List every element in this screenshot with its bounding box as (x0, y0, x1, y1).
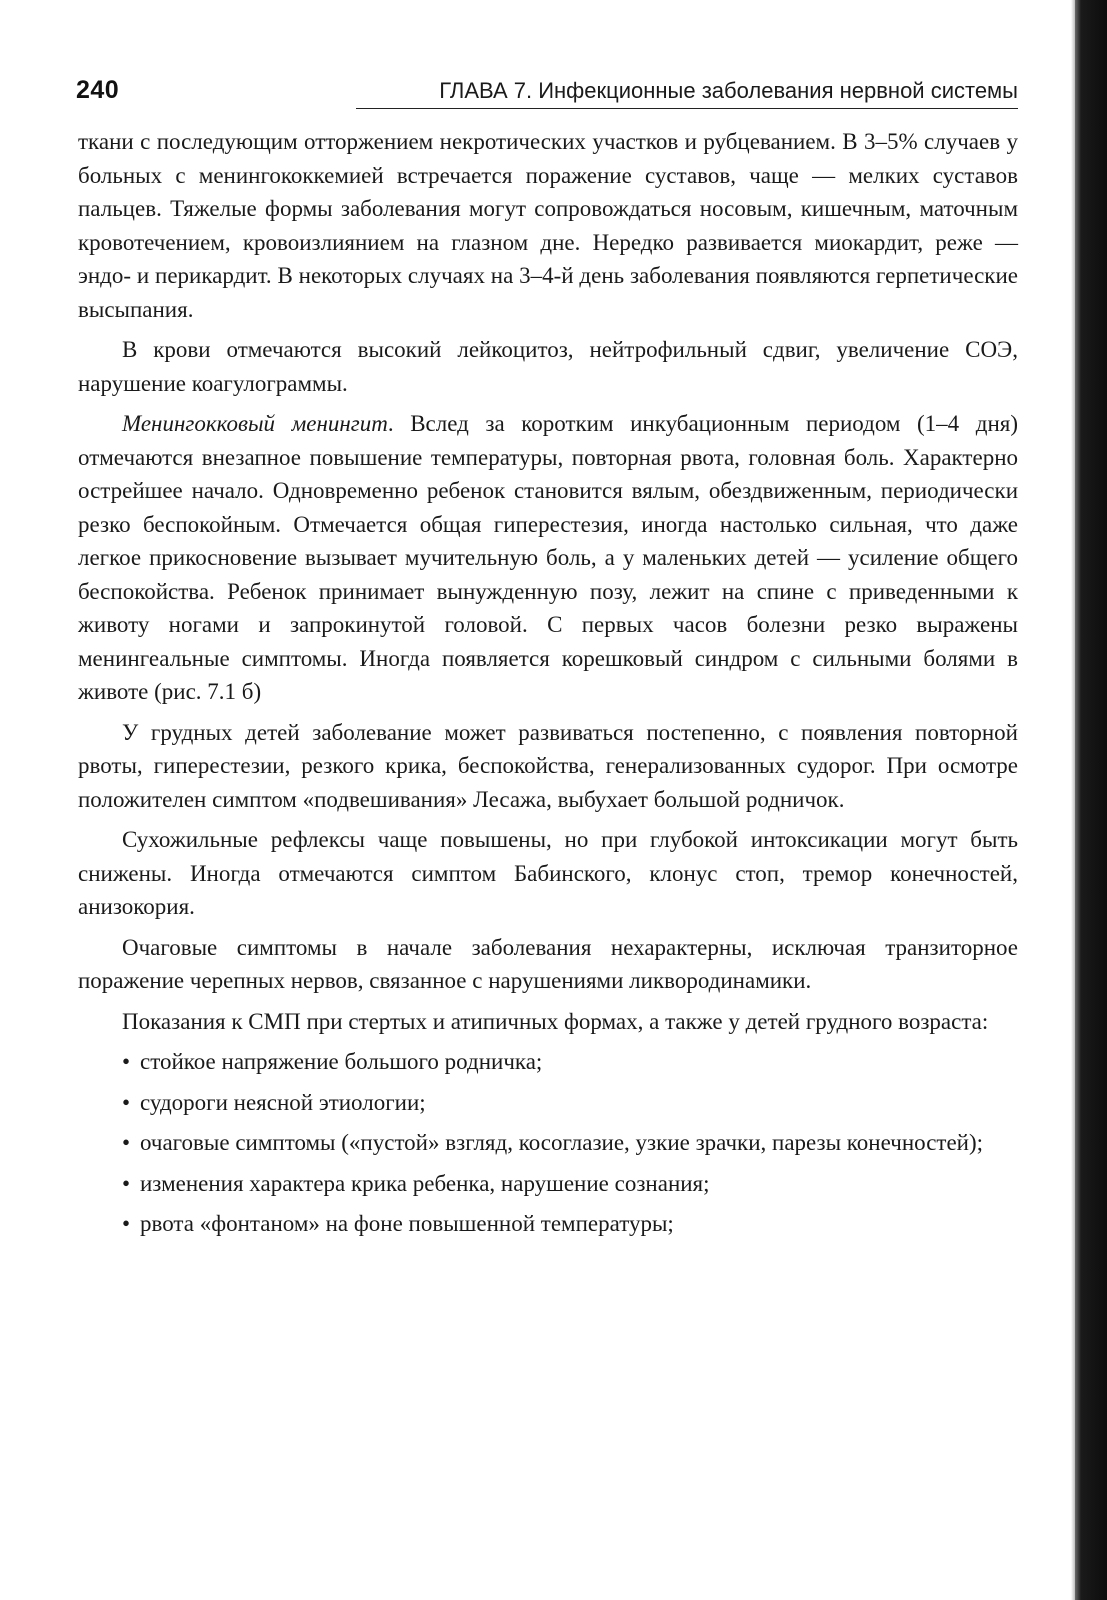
paragraph-infants: У грудных детей заболевание может развиваться постепенно, с появления повторной рвоты, гиперестезии, резкого крика, беспокойства, генерализованных судорог. При осмотре положителен симптом «подвешивания» Лесажа, выбухает большой родничок. (78, 719, 1018, 812)
running-head: ГЛАВА 7. Инфекционные заболевания нервной системы (439, 78, 1018, 103)
list-item (78, 1126, 1018, 1160)
list-item (78, 1045, 1018, 1079)
bullet-marker: • (122, 1089, 131, 1115)
paragraph-indications: Показания к СМП при стертых и атипичных формах, а также у детей грудного возраста: (122, 1008, 989, 1034)
list-item-text: стойкое напряжение большого родничка; (140, 1049, 543, 1074)
list-item-text: рвота «фонтаном» на фоне повышенной температуры; (140, 1211, 674, 1236)
bullet-marker: • (122, 1049, 131, 1074)
page-number: 240 (76, 76, 120, 104)
indications-list (78, 1045, 1018, 1241)
paragraph-focal-symptoms: Очаговые симптомы в начале заболевания нехарактерны, исключая транзиторное поражение черепных нервов, связанное с нарушениями ликвородинамики. (78, 934, 1018, 993)
bullet-marker: • (122, 1130, 131, 1155)
page-header (76, 70, 1018, 110)
list-item (78, 1207, 1018, 1241)
list-item-text: судороги неясной этиологии; (140, 1089, 426, 1115)
list-item (78, 1167, 1018, 1201)
bullet-marker: • (122, 1211, 131, 1236)
list-item-text: очаговые симптомы («пустой» взгляд, косоглазие, узкие зрачки, парезы конечностей); (140, 1130, 984, 1155)
body-text (78, 125, 1018, 1248)
paragraph-meningitis-text: . Вслед за коротким инкубационным периодом (1–4 дня) отмечаются внезапное повышение температуры, повторная рвота, головная боль. Характерно острейшее начало. Одновременно ребенок становится вялым, обездвиженным, периодически резко беспокойным. Отмечается общая гиперестезия, иногда настолько сильная, что даже легкое прикосновение вызывает мучительную боль, а у маленьких детей — усиление общего беспокойства. Ребенок принимает вынужденную позу, лежит на спине с приведенными к животу ногами и запрокинутой головой. С первых часов болезни резко выражены менингеальные симптомы. Иногда появляется корешковый синдром с сильными болями в животе (рис. 7.1 б) (78, 411, 1018, 704)
list-item-text: изменения характера крика ребенка, нарушение сознания; (140, 1170, 710, 1196)
paragraph-meningitis (78, 407, 1018, 709)
paragraph-reflexes: Сухожильные рефлексы чаще повышены, но при глубокой интоксикации могут быть снижены. Иногда отмечаются симптом Бабинского, клонус стоп, тремор конечностей, анизокория. (78, 827, 1018, 919)
term-meningitis: Менингокковый менингит (122, 411, 388, 436)
paragraph-blood: В крови отмечаются высокий лейкоцитоз, нейтрофильный сдвиг, увеличение СОЭ, нарушение коагулограммы. (78, 337, 1018, 396)
header-rule (356, 108, 1018, 109)
paragraph-continuation: ткани с последующим отторжением некротических участков и рубцеванием. В 3–5% случаев у больных с менингококкемией встречается поражение суставов, чаще — мелких суставов пальцев. Тяжелые формы заболевания могут сопровождаться носовым, кишечным, маточным кровотечением, кровоизлиянием на глазном дне. Нередко развивается миокардит, реже — эндо- и перикардит. В некоторых случаях на 3–4-й день заболевания появляются герпетические высыпания. (78, 129, 1018, 322)
book-spine-edge (1075, 0, 1107, 1600)
bullet-marker: • (122, 1170, 131, 1196)
list-item (78, 1086, 1018, 1120)
